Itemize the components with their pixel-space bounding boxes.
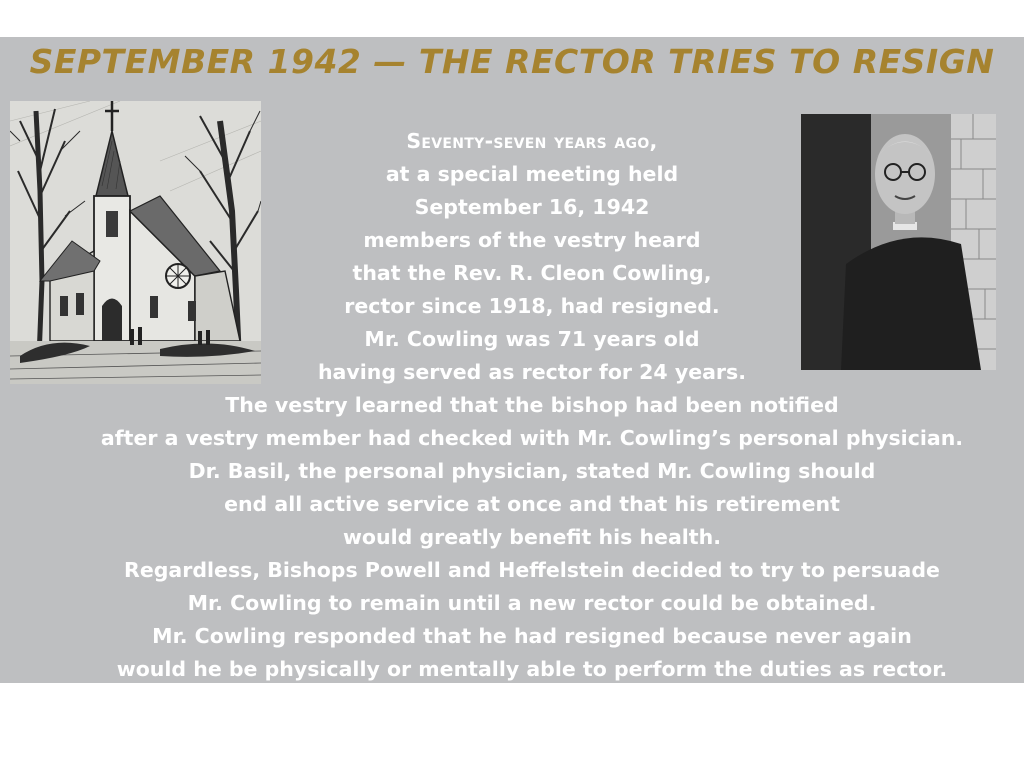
text-line: Mr. Cowling responded that he had resigned because never again (152, 624, 912, 648)
text-line: The vestry learned that the bishop had been notified (225, 393, 839, 417)
text-line: would he be physically or mentally able to perform the duties as rector. (116, 657, 948, 681)
text-line: rector since 1918, had resigned. (344, 294, 720, 318)
text-line: end all active service at once and that his retirement (224, 492, 840, 516)
text-line: that the Rev. R. Cleon Cowling, (352, 261, 712, 285)
text-line: Seventy-seven years ago, (406, 129, 658, 153)
text-line: Regardless, Bishops Powell and Heffelstein decided to try to persuade (124, 558, 940, 582)
text-line: Mr. Cowling was 71 years old (364, 327, 700, 351)
text-line: after a vestry member had checked with Mr. Cowling’s personal physician. (100, 426, 964, 450)
text-line: having served as rector for 24 years. (317, 360, 747, 384)
text-line: members of the vestry heard (363, 228, 701, 252)
text-line: September 16, 1942 (414, 195, 650, 219)
text-line: at a special meeting held (385, 162, 679, 186)
text-line: would greatly benefit his health. (342, 525, 721, 549)
text-line: Dr. Basil, the personal physician, stated Mr. Cowling should (188, 459, 876, 483)
body-paragraph (40, 125, 1024, 686)
slide-title: SEPTEMBER 1942 — THE RECTOR TRIES TO RESIGN (29, 42, 995, 81)
text-line: Mr. Cowling to remain until a new rector could be obtained. (187, 591, 877, 615)
